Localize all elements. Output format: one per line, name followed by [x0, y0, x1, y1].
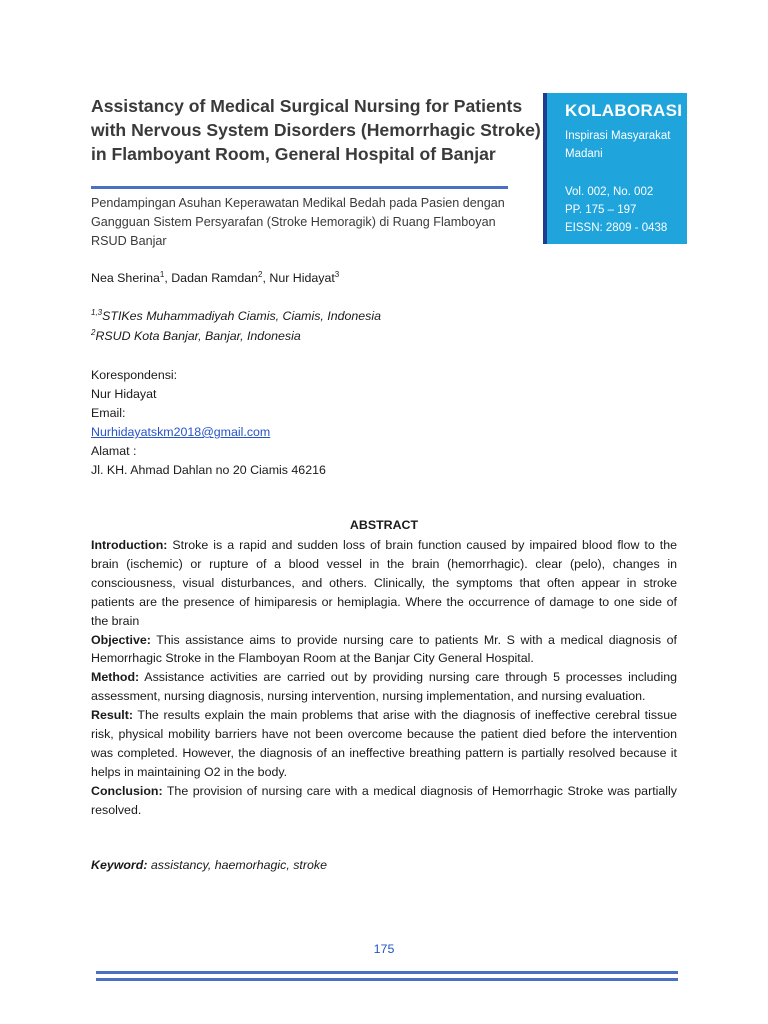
keyword-label: Keyword: [91, 858, 148, 872]
keyword-list: assistancy, haemorhagic, stroke [147, 858, 327, 872]
section-label: Introduction: [91, 538, 168, 552]
paper-subtitle-indonesian: Pendampingan Asuhan Keperawatan Medikal Bedah pada Pasien dengan Gangguan Sistem Persyarafan (Stroke Hemoragik) di Ruang Flamboyan RSUD Banjar [91, 196, 505, 248]
author-list [91, 271, 339, 285]
correspondence-block [91, 366, 491, 480]
journal-volume: Vol. 002, No. 002 [565, 186, 654, 198]
email-label: Email: [91, 406, 126, 420]
section-label: Objective: [91, 632, 151, 647]
author-name: Nea Sherina [91, 271, 160, 285]
journal-pages: PP. 175 – 197 [565, 204, 637, 216]
section-label: Method: [91, 670, 140, 685]
correspondence-label: Korespondensi: [91, 368, 178, 382]
journal-tagline: Inspirasi Masyarakat Madani [565, 130, 671, 160]
abstract-objective [91, 631, 677, 669]
abstract-introduction [91, 536, 677, 631]
paper-title: Assistancy of Medical Surgical Nursing for Patients with Nervous System Disorders (Hemorrhagic Stroke) in Flamboyant Room, General Hospital of Banjar [91, 96, 541, 164]
affiliation [91, 329, 301, 343]
journal-name: KOLABORASI [565, 101, 683, 120]
affiliation-text: RSUD Kota Banjar, Banjar, Indonesia [95, 329, 301, 343]
footer-divider [96, 971, 678, 974]
author-affiliation-marker: 2 [258, 269, 263, 279]
section-text: Stroke is a rapid and sudden loss of brain function caused by impaired blood flow to the brain (ischemic) or rupture of a blood vessel in the brain (hemorrhagic). clear (pelo), changes in consciousness, visual disturbances, and others. Clinically, the symptoms that often appear in stroke patients are the presence of himiparesis or hemiplagia. Where the occurrence of damage to one side of the brain [91, 538, 677, 628]
affiliation-marker: 2 [91, 327, 96, 337]
abstract-method [91, 668, 677, 706]
author-affiliation-marker: 3 [334, 269, 340, 279]
footer-divider [96, 978, 678, 981]
journal-eissn: EISSN: 2809 - 0438 [565, 222, 668, 234]
email-link[interactable]: Nurhidayatskm2018@gmail.com [91, 425, 271, 439]
abstract-body [91, 536, 677, 820]
section-text: The results explain the main problems that arise with the diagnosis of ineffective cerebral tissue risk, physical mobility barriers have not been overcome because the patient died before the intervention was completed. However, the diagnosis of an ineffective breathing pattern is partially resolved because it helps in maintaining O2 in the body. [91, 708, 677, 779]
author-separator: , [262, 271, 270, 285]
affiliation [91, 309, 381, 323]
keywords [91, 858, 327, 872]
author-affiliation-marker: 1 [159, 269, 165, 279]
page-number: 175 [373, 942, 395, 956]
correspondence-name: Nur Hidayat [91, 387, 157, 401]
address-label: Alamat : [91, 444, 137, 458]
abstract-result [91, 706, 677, 782]
address-text: Jl. KH. Ahmad Dahlan no 20 Ciamis 46216 [91, 463, 326, 477]
journal-info-box [543, 93, 687, 244]
journal-meta [565, 183, 685, 237]
author-separator: , [164, 271, 172, 285]
abstract-conclusion [91, 782, 677, 820]
section-text: This assistance aims to provide nursing care to patients Mr. S with a medical diagnosis of Hemorrhagic Stroke in the Flamboyan Room at the Banjar City General Hospital. [91, 632, 677, 666]
author-name: Nur Hidayat [269, 271, 335, 285]
journal-box-accent-bar [543, 93, 547, 244]
section-text: The provision of nursing care with a medical diagnosis of Hemorrhagic Stroke was partially resolved. [91, 783, 677, 817]
author-name: Dadan Ramdan [171, 271, 259, 285]
section-label: Result: [91, 708, 133, 723]
affiliation-marker: 1,3 [91, 307, 103, 317]
affiliation-text: STIKes Muhammadiyah Ciamis, Ciamis, Indonesia [102, 309, 382, 323]
abstract-heading: ABSTRACT [349, 518, 419, 532]
section-text: Assistance activities are carried out by providing nursing care through 5 processes including assessment, nursing diagnosis, nursing intervention, nursing implementation, and nursing evaluation. [91, 670, 677, 704]
section-label: Conclusion: [91, 783, 163, 798]
title-divider [91, 186, 508, 189]
